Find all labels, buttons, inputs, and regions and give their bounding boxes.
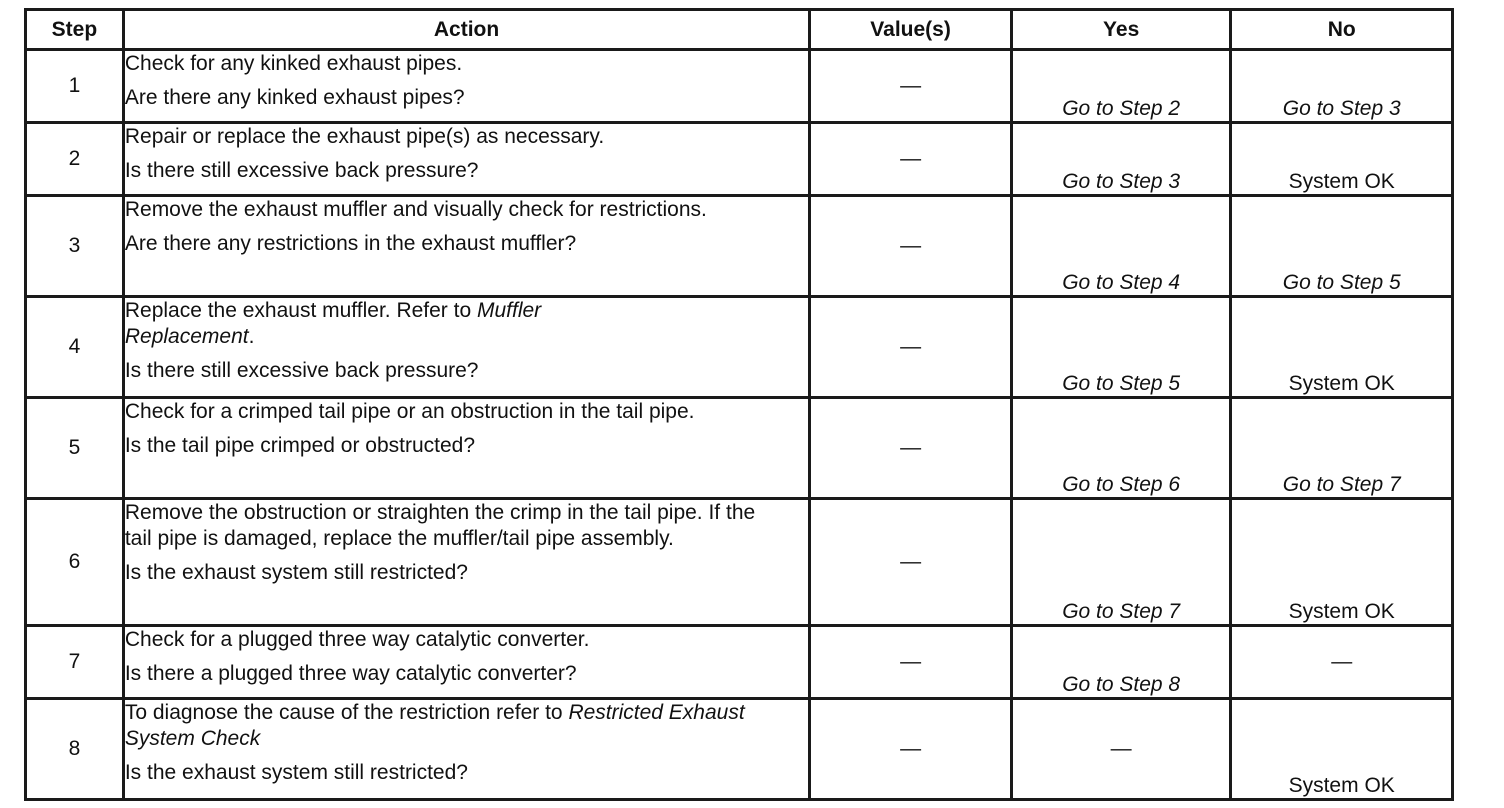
yes-cell: Go to Step 8 xyxy=(1011,626,1231,699)
value-cell: — xyxy=(810,699,1012,800)
action-cell xyxy=(123,699,809,800)
action-instruction: Check for a plugged three way catalytic converter. xyxy=(124,628,590,651)
step-number: 8 xyxy=(26,699,124,800)
yes-cell: Go to Step 6 xyxy=(1011,398,1231,499)
reference-link[interactable]: Muffler Replacement xyxy=(124,299,542,348)
no-cell: Go to Step 3 xyxy=(1231,50,1453,123)
header-yes: Yes xyxy=(1011,10,1231,50)
no-cell: Go to Step 5 xyxy=(1231,196,1453,297)
step-number: 1 xyxy=(26,50,124,123)
action-cell xyxy=(123,50,809,123)
table-row xyxy=(26,699,1453,800)
yes-cell: Go to Step 5 xyxy=(1011,297,1231,398)
action-question: Is there a plugged three way catalytic converter? xyxy=(124,662,577,685)
yes-cell: Go to Step 2 xyxy=(1011,50,1231,123)
no-cell: System OK xyxy=(1231,699,1453,800)
value-cell: — xyxy=(810,297,1012,398)
step-number: 7 xyxy=(26,626,124,699)
action-cell xyxy=(123,196,809,297)
table-row xyxy=(26,297,1453,398)
action-cell xyxy=(123,398,809,499)
value-cell: — xyxy=(810,196,1012,297)
header-values: Value(s) xyxy=(810,10,1012,50)
reference-link[interactable]: Restricted Exhaust System Check xyxy=(124,701,745,750)
action-instruction: Check for any kinked exhaust pipes. xyxy=(124,52,463,75)
no-cell: System OK xyxy=(1231,499,1453,626)
value-cell: — xyxy=(810,123,1012,196)
action-instruction: Remove the exhaust muffler and visually check for restrictions. xyxy=(124,198,707,221)
action-instruction: Check for a crimped tail pipe or an obstruction in the tail pipe. xyxy=(124,400,695,423)
no-cell: Go to Step 7 xyxy=(1231,398,1453,499)
action-question: Is the exhaust system still restricted? xyxy=(124,561,468,584)
action-instruction: Remove the obstruction or straighten the crimp in the tail pipe. If the tail pipe is damaged, replace the muffler/tail pipe assembly. xyxy=(124,501,756,550)
value-cell: — xyxy=(810,398,1012,499)
header-action: Action xyxy=(123,10,809,50)
instruction-suffix: . xyxy=(248,325,255,348)
no-cell: System OK xyxy=(1231,297,1453,398)
value-cell: — xyxy=(810,626,1012,699)
header-row xyxy=(26,10,1453,50)
step-number: 3 xyxy=(26,196,124,297)
table-row xyxy=(26,196,1453,297)
no-cell: System OK xyxy=(1231,123,1453,196)
value-cell: — xyxy=(810,499,1012,626)
action-instruction xyxy=(125,298,665,350)
yes-cell: Go to Step 4 xyxy=(1011,196,1231,297)
table-row xyxy=(26,398,1453,499)
yes-cell: — xyxy=(1011,699,1231,800)
header-step: Step xyxy=(26,10,124,50)
table-row xyxy=(26,499,1453,626)
diagnostic-table xyxy=(24,8,1454,801)
action-cell xyxy=(123,499,809,626)
instruction-text: Replace the exhaust muffler. Refer to xyxy=(124,299,477,322)
step-number: 2 xyxy=(26,123,124,196)
step-number: 4 xyxy=(26,297,124,398)
action-question: Is the exhaust system still restricted? xyxy=(124,761,468,784)
table-row xyxy=(26,50,1453,123)
action-cell xyxy=(123,626,809,699)
table-row xyxy=(26,123,1453,196)
action-question: Are there any kinked exhaust pipes? xyxy=(124,86,465,109)
action-question: Is there still excessive back pressure? xyxy=(124,359,479,382)
header-no: No xyxy=(1231,10,1453,50)
value-cell: — xyxy=(810,50,1012,123)
table-row xyxy=(26,626,1453,699)
step-number: 6 xyxy=(26,499,124,626)
action-question: Are there any restrictions in the exhaust muffler? xyxy=(124,232,577,255)
yes-cell: Go to Step 7 xyxy=(1011,499,1231,626)
action-cell xyxy=(123,123,809,196)
action-instruction: Repair or replace the exhaust pipe(s) as necessary. xyxy=(124,125,605,148)
no-cell: — xyxy=(1231,626,1453,699)
action-question: Is there still excessive back pressure? xyxy=(124,159,479,182)
instruction-text: To diagnose the cause of the restriction refer to xyxy=(124,701,569,724)
action-question: Is the tail pipe crimped or obstructed? xyxy=(124,434,476,457)
action-instruction xyxy=(125,700,808,752)
step-number: 5 xyxy=(26,398,124,499)
yes-cell: Go to Step 3 xyxy=(1011,123,1231,196)
action-cell xyxy=(123,297,809,398)
